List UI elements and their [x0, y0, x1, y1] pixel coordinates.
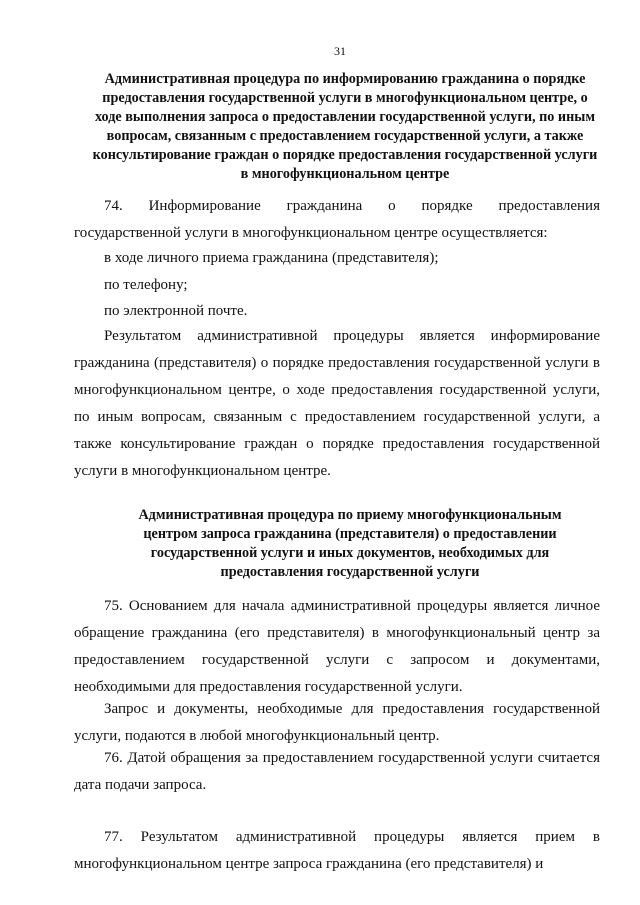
- paragraph-77: 77. Результатом административной процедуры является прием в многофункциональном центре запроса гражданина (его представителя) и: [74, 829, 600, 872]
- section-heading-informing: Административная процедура по информированию гражданина о порядке предоставления государственной услуги в многофункциональном центре, о ходе выполнения запроса о предоставлении государственной услуги, по иным вопросам, связанным с предоставлением государственной услуги, а также консультирование граждан о порядке предоставления государственной услуги в многофункциональном центре: [92, 71, 598, 182]
- paragraph-result-informing: Результатом административной процедуры является информирование гражданина (представителя) о порядке предоставления государственной услуги в многофункциональном центре, о ходе предоставления государственной услуги, по иным вопросам, связанным с предоставлением государственной услуги, а также консультирование граждан о порядке предоставления государственной услуги в многофункциональном центре.: [74, 328, 600, 479]
- paragraph-request-documents: Запрос и документы, необходимые для предоставления государственной услуги, подаются в любой многофункциональный центр.: [74, 701, 600, 744]
- section-heading-request-intake: Административная процедура по приему многофункциональным центром запроса гражданина (представителя) о предоставлении государственной услуги и иных документов, необходимых для предоставления государственной услуги: [138, 507, 562, 580]
- paragraph-76: 76. Датой обращения за предоставлением государственной услуги считается дата подачи запроса.: [74, 750, 600, 793]
- list-item-email: по электронной почте.: [104, 303, 248, 319]
- page-number: 31: [334, 44, 346, 58]
- list-item-personal-visit: в ходе личного приема гражданина (представителя);: [104, 250, 439, 266]
- paragraph-74: 74. Информирование гражданина о порядке предоставления государственной услуги в многофункциональном центре осуществляется:: [74, 198, 600, 241]
- list-item-phone: по телефону;: [104, 277, 188, 293]
- paragraph-75: 75. Основанием для начала административной процедуры является личное обращение гражданина (его представителя) в многофункциональный центр за предоставлением государственной услуги с запросом и документами, необходимыми для предоставления государственной услуги.: [74, 598, 600, 695]
